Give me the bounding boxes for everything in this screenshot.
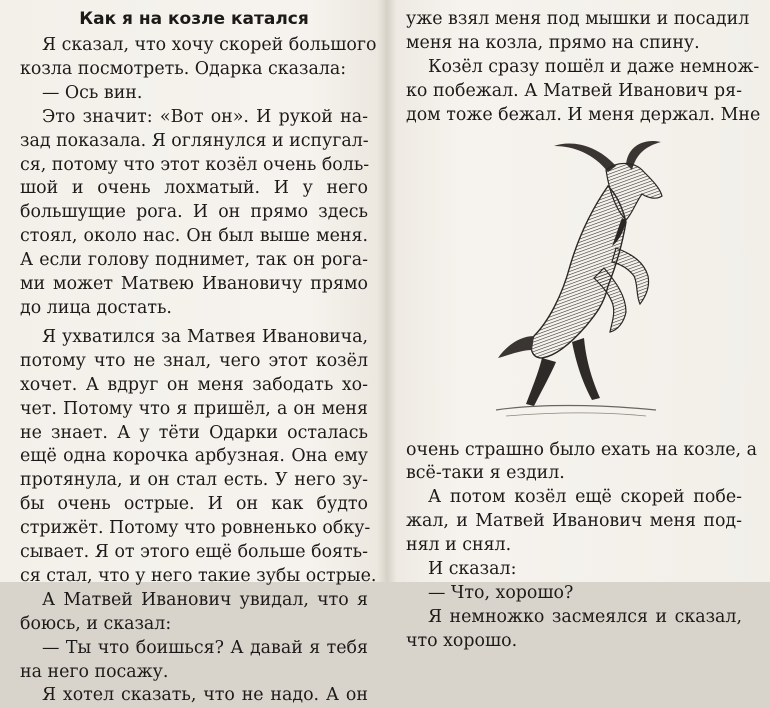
left-text bbox=[20, 34, 377, 708]
text-line: — Что, хорошо? bbox=[428, 582, 574, 603]
text-line: И сказал: bbox=[428, 559, 517, 580]
text-line: меня на козла, прямо на спину. bbox=[406, 32, 700, 53]
text-line: дом тоже бежал. И меня держал. Мне bbox=[406, 104, 761, 125]
text-line: до лица достать. bbox=[20, 297, 172, 318]
text-line: — Ось вин. bbox=[42, 82, 143, 103]
text-line: ся, потому что этот козёл очень боль- bbox=[20, 154, 370, 175]
text-line: жал, и Матвей Иванович меня под- bbox=[406, 511, 742, 532]
text-line: протянула, и он стал есть. У него зу- bbox=[20, 470, 368, 491]
right-page bbox=[385, 0, 770, 651]
text-line: что хорошо. bbox=[406, 630, 518, 651]
text-line: очень страшно было ехать на козле, а bbox=[406, 439, 757, 460]
text-line: козла посмотреть. Одарка сказала: bbox=[20, 58, 347, 79]
text-line: — Ты что боишься? А давай я тебя bbox=[42, 637, 368, 658]
text-line: большущие рога. И он прямо здесь bbox=[20, 202, 368, 223]
text-line: шой и очень лохматый. И у него bbox=[20, 178, 368, 199]
text-line: Я сказал, что хочу скорей большого bbox=[42, 35, 377, 55]
text-line: ми может Матвею Ивановичу прямо bbox=[20, 274, 368, 295]
text-line: стрижёт. Потому что ровненько обку- bbox=[20, 518, 371, 539]
text-line: сывает. Я от этого ещё больше боять- bbox=[20, 542, 368, 563]
text-line: Я хотел сказать, что не надо. А он bbox=[42, 685, 368, 706]
text-line: А потом козёл ещё скорей побе- bbox=[428, 487, 742, 508]
text-line: всё-таки я ездил. bbox=[406, 463, 565, 484]
text-line: А Матвей Иванович увидал, что я bbox=[42, 589, 368, 610]
text-line: стоял, около нас. Он был выше меня. bbox=[20, 226, 368, 247]
text-line: ко побежал. А Матвей Иванович ря- bbox=[406, 80, 742, 101]
text-line: ещё одна корочка арбузная. Она ему bbox=[20, 446, 368, 467]
text-line: потому что не знал, чего этот козёл bbox=[20, 350, 368, 371]
goat-icon bbox=[476, 136, 676, 426]
text-line: уже взял меня под мышки и посадил bbox=[406, 9, 750, 29]
text-line: зад показала. Я оглянулся и испугал- bbox=[20, 130, 369, 151]
text-line: бы очень острые. И он как будто bbox=[20, 494, 368, 515]
right-text-top bbox=[406, 8, 761, 128]
text-line: ся стал, что у него такие зубы острые. bbox=[20, 565, 377, 586]
text-line: Я немножко засмеялся и сказал, bbox=[428, 606, 742, 627]
text-line: на него посажу. bbox=[20, 661, 169, 682]
chapter-title: Как я на козле катался bbox=[79, 9, 309, 29]
text-line: Я ухватился за Матвея Ивановича, bbox=[42, 326, 368, 347]
text-line: чет. Потому что я пришёл, а он меня bbox=[20, 398, 368, 419]
text-line: не знает. А у тёти Одарки осталась bbox=[20, 422, 368, 443]
right-text-bottom bbox=[406, 439, 757, 654]
text-line: хочет. А вдруг он меня забодать хо- bbox=[20, 374, 368, 395]
left-page bbox=[0, 0, 385, 706]
right-column bbox=[406, 8, 761, 654]
text-line: Это значит: «Вот он». И рукой на- bbox=[42, 106, 368, 127]
goat-illustration bbox=[406, 130, 742, 435]
left-column bbox=[20, 8, 377, 708]
text-line: нял и снял. bbox=[406, 535, 512, 556]
text-line: Козёл сразу пошёл и даже немнож- bbox=[428, 56, 760, 77]
text-line: боюсь, и сказал: bbox=[20, 613, 172, 634]
text-line: А если голову поднимет, так он рога- bbox=[20, 250, 368, 271]
